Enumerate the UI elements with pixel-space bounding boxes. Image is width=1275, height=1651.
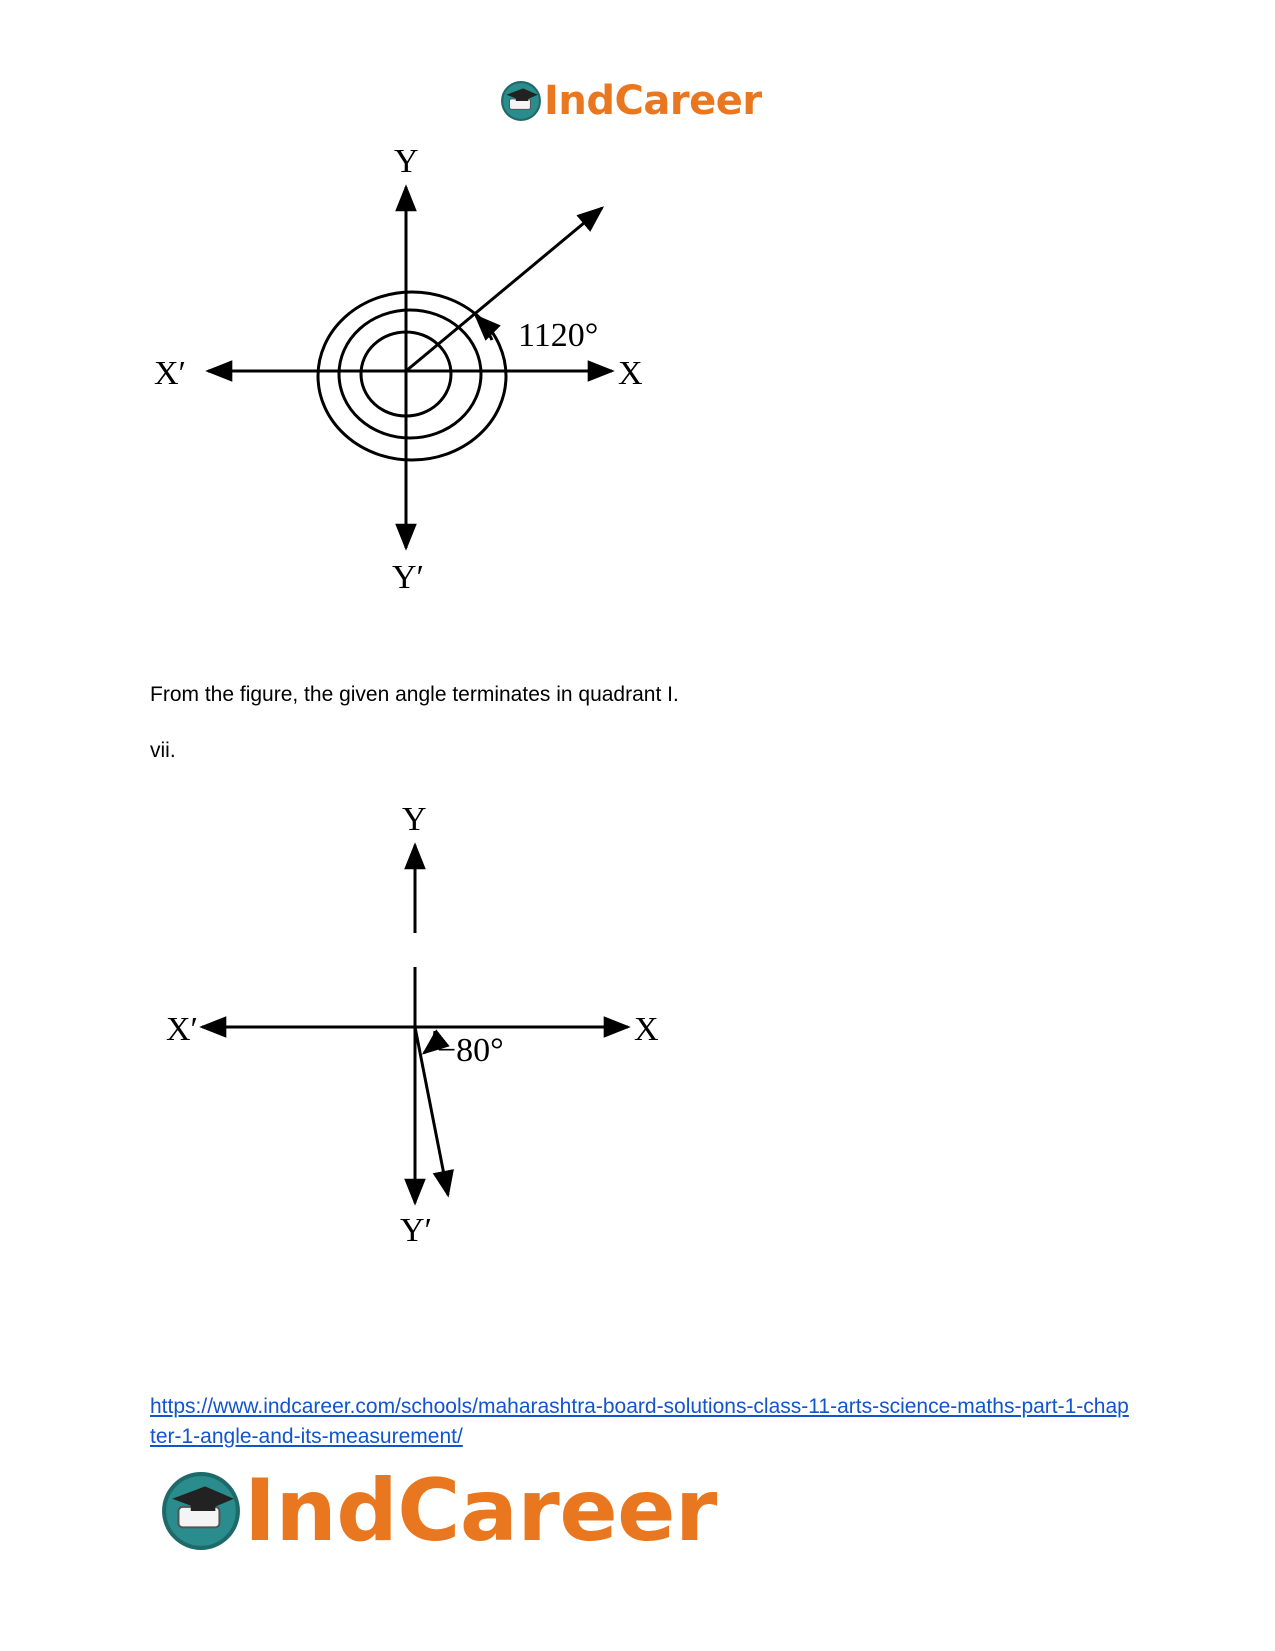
y-prime-axis-label: Y′ (392, 559, 424, 596)
angle-label: −80° (437, 1032, 504, 1069)
graduation-globe-icon (160, 1470, 242, 1552)
header-logo (500, 80, 762, 122)
y-axis-label: Y (394, 143, 419, 180)
x-axis-label: X (618, 355, 643, 392)
angle-figure-minus-80 (150, 795, 670, 1255)
logo-wordmark: IndCareer (544, 78, 762, 124)
angle-label: 1120° (518, 317, 599, 354)
angle-figure-1120 (140, 140, 660, 600)
x-prime-axis-label: X′ (166, 1011, 198, 1048)
footer-logo (160, 1461, 717, 1561)
item-number: vii. (150, 739, 176, 762)
graduation-globe-icon (500, 80, 542, 122)
source-link[interactable]: https://www.indcareer.com/schools/maharashtra-board-solutions-class-11-arts-science-maths-part-1-chapter-1-angle-and-its-measurement/ (150, 1395, 1129, 1448)
answer-statement: From the figure, the given angle terminates in quadrant I. (150, 683, 679, 706)
y-axis-label: Y (402, 801, 427, 838)
x-prime-axis-label: X′ (154, 355, 186, 392)
rotation-arrow (424, 1031, 435, 1053)
x-axis-label: X (634, 1011, 659, 1048)
logo-wordmark: IndCareer (244, 1461, 717, 1561)
y-prime-axis-label: Y′ (400, 1212, 432, 1249)
